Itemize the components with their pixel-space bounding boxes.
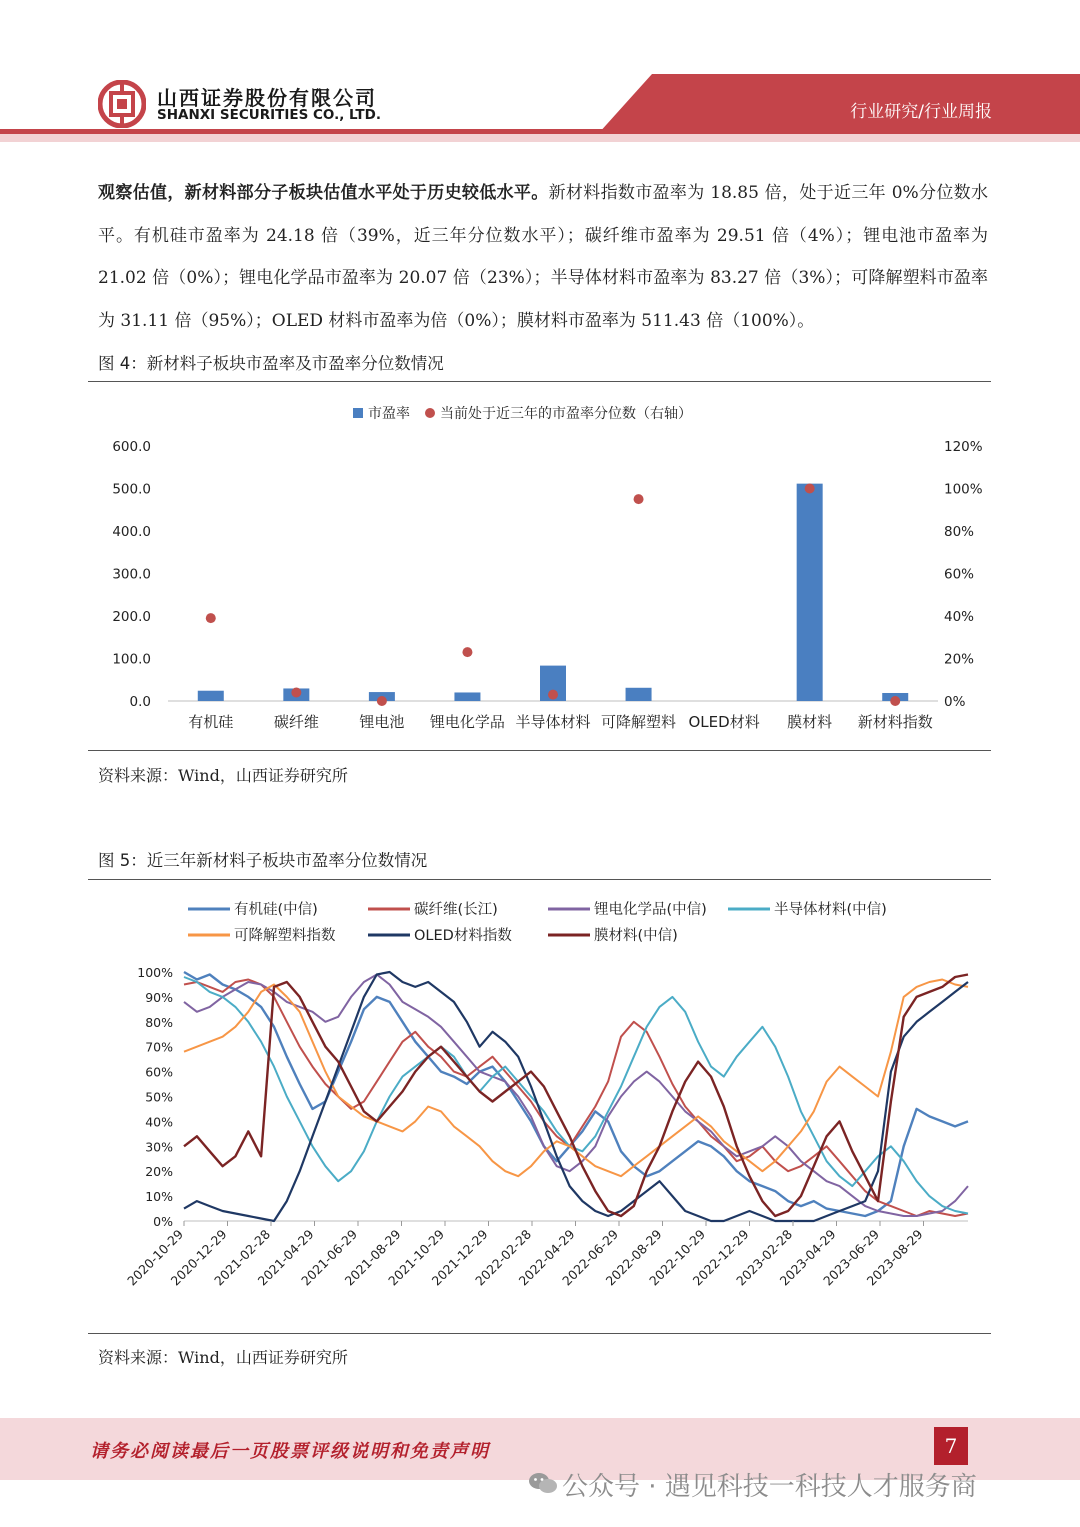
percentile-dot-1 <box>206 613 216 623</box>
y-tick-label: 600.0 <box>112 439 151 455</box>
x-tick-label: 2022-02-28 <box>472 1226 535 1289</box>
figure4-chart <box>88 390 991 745</box>
y-tick-label: 60% <box>145 1064 173 1080</box>
figure4-bottom-rule <box>88 750 991 751</box>
x-tick-label: 2023-02-28 <box>733 1226 796 1289</box>
y-tick-label: 90% <box>145 989 173 1005</box>
percentile-dot-8 <box>805 484 815 494</box>
paragraph-lead: 观察估值，新材料部分子板块估值水平处于历史较低水平。 <box>98 183 549 203</box>
x-tick-label: 2022-10-29 <box>646 1226 709 1289</box>
y-tick-label: 50% <box>145 1089 173 1105</box>
x-tick-label: 锂电池 <box>359 713 405 731</box>
legend-label-7: 膜材料(中信) <box>594 928 678 944</box>
company-logo-icon <box>98 80 146 128</box>
x-tick-label: 碳纤维 <box>273 713 319 731</box>
y-tick-label: 400.0 <box>112 524 151 540</box>
page-number: 7 <box>934 1427 968 1465</box>
bar-1 <box>198 691 224 701</box>
wechat-icon <box>528 1471 558 1495</box>
percentile-dot-5 <box>548 690 558 700</box>
figure5-top-rule <box>88 879 991 880</box>
y2-tick-label: 0% <box>944 694 966 710</box>
x-tick-label: 2023-08-29 <box>863 1226 926 1289</box>
figure5-chart <box>88 890 991 1330</box>
series-line-3 <box>184 975 968 1217</box>
y-tick-label: 70% <box>145 1039 173 1055</box>
x-tick-label: 2021-12-29 <box>428 1226 491 1289</box>
valuation-paragraph <box>98 172 988 342</box>
watermark-text: 公众号 · 遇见科技一科技人才服务商 <box>562 1472 977 1502</box>
x-tick-label: 2021-02-28 <box>211 1226 274 1289</box>
x-tick-label: 2023-06-29 <box>820 1226 883 1289</box>
page-header <box>0 0 1080 150</box>
figure5-bottom-rule <box>88 1333 991 1334</box>
legend-label-6: OLED材料指数 <box>414 928 512 944</box>
y-tick-label: 500.0 <box>112 481 151 498</box>
y-tick-label: 10% <box>145 1189 173 1205</box>
legend-label-4: 半导体材料(中信) <box>774 902 887 918</box>
y-tick-label: 300.0 <box>112 566 151 583</box>
bar-8 <box>797 484 823 701</box>
y2-tick-label: 80% <box>944 524 975 540</box>
x-tick-label: 2022-08-29 <box>602 1226 665 1289</box>
y-tick-label: 100% <box>137 965 173 980</box>
y-tick-label: 0.0 <box>129 694 151 710</box>
figure4-top-rule <box>88 381 991 382</box>
x-tick-label: 膜材料 <box>787 713 833 731</box>
x-tick-label: 2022-12-29 <box>689 1226 752 1289</box>
figure5-title: 图 5：近三年新材料子板块市盈率分位数情况 <box>98 851 428 870</box>
legend-label-3: 锂电化学品(中信) <box>594 902 707 918</box>
y2-tick-label: 100% <box>944 481 983 498</box>
x-tick-label: 半导体材料 <box>515 713 591 731</box>
percentile-dot-9 <box>890 696 900 706</box>
x-tick-label: 2021-06-29 <box>298 1226 361 1289</box>
y2-tick-label: 120% <box>944 439 983 455</box>
y-tick-label: 80% <box>145 1014 173 1030</box>
series-line-4 <box>184 977 968 1214</box>
percentile-dot-2 <box>291 688 301 698</box>
figure4-title: 图 4：新材料子板块市盈率及市盈率分位数情况 <box>98 354 444 373</box>
bar-6 <box>626 688 652 701</box>
y-tick-label: 30% <box>145 1139 173 1155</box>
y-tick-label: 100.0 <box>112 651 151 668</box>
legend-label-5: 可降解塑料指数 <box>234 928 336 944</box>
y-tick-label: 40% <box>145 1114 173 1130</box>
y2-tick-label: 40% <box>944 609 975 625</box>
percentile-dot-4 <box>462 647 472 657</box>
x-tick-label: 2021-08-29 <box>341 1226 404 1289</box>
y-tick-label: 200.0 <box>112 609 151 625</box>
x-tick-label: 2020-12-29 <box>167 1226 230 1289</box>
x-tick-label: 2020-10-29 <box>124 1226 187 1289</box>
x-tick-label: 新材料指数 <box>857 713 933 731</box>
paragraph-body: 新材料指数市盈率为 18.85 倍，处于近三年 0%分位数水平。有机硅市盈率为 24.18 倍（39%，近三年分位数水平）；碳纤维市盈率为 29.51 倍（4%）；锂电池市盈率为 21.02 倍（0%）；锂电化学品市盈率为 20.07 倍（23%）；半导体材料市盈率为 83.27 倍（3%）；可降解塑料市盈率为 31.11 倍（95%）；OLED 材料市盈率为倍（0%）；膜材料市盈率为 511.43 倍（100%）。 <box>98 183 989 331</box>
legend-swatch-pe <box>353 408 363 418</box>
legend-label-1: 有机硅(中信) <box>234 902 318 918</box>
x-tick-label: 2022-04-29 <box>515 1226 578 1289</box>
legend-label-percentile: 当前处于近三年的市盈率分位数（右轴） <box>440 406 692 422</box>
y2-tick-label: 60% <box>944 566 975 583</box>
x-tick-label: 2022-06-29 <box>559 1226 622 1289</box>
disclaimer-notice: 请务必阅读最后一页股票评级说明和免责声明 <box>90 1441 490 1462</box>
percentile-dot-3 <box>377 696 387 706</box>
legend-label-pe: 市盈率 <box>368 406 410 422</box>
x-tick-label: OLED材料 <box>688 713 760 731</box>
header-band <box>0 0 1080 150</box>
x-tick-label: 有机硅 <box>188 713 234 731</box>
y-tick-label: 20% <box>145 1164 173 1180</box>
section-label: 行业研究/行业周报 <box>850 102 992 122</box>
bar-4 <box>454 692 480 701</box>
y2-tick-label: 20% <box>944 651 975 668</box>
legend-label-2: 碳纤维(长江) <box>414 902 498 918</box>
company-name-en: SHANXI SECURITIES CO., LTD. <box>157 107 381 123</box>
percentile-dot-6 <box>634 494 644 504</box>
series-line-7 <box>184 975 968 1217</box>
x-tick-label: 可降解塑料 <box>601 713 677 731</box>
x-tick-label: 2021-04-29 <box>254 1226 317 1289</box>
x-tick-label: 2021-10-29 <box>385 1226 448 1289</box>
company-name-cn: 山西证券股份有限公司 <box>157 86 377 110</box>
figure5-source: 资料来源：Wind，山西证券研究所 <box>98 1348 348 1367</box>
figure4-source: 资料来源：Wind，山西证券研究所 <box>98 766 348 785</box>
x-tick-label: 2023-04-29 <box>776 1226 839 1289</box>
x-tick-label: 锂电化学品 <box>429 713 505 731</box>
y-tick-label: 0% <box>153 1214 173 1229</box>
legend-swatch-percentile <box>425 408 435 418</box>
